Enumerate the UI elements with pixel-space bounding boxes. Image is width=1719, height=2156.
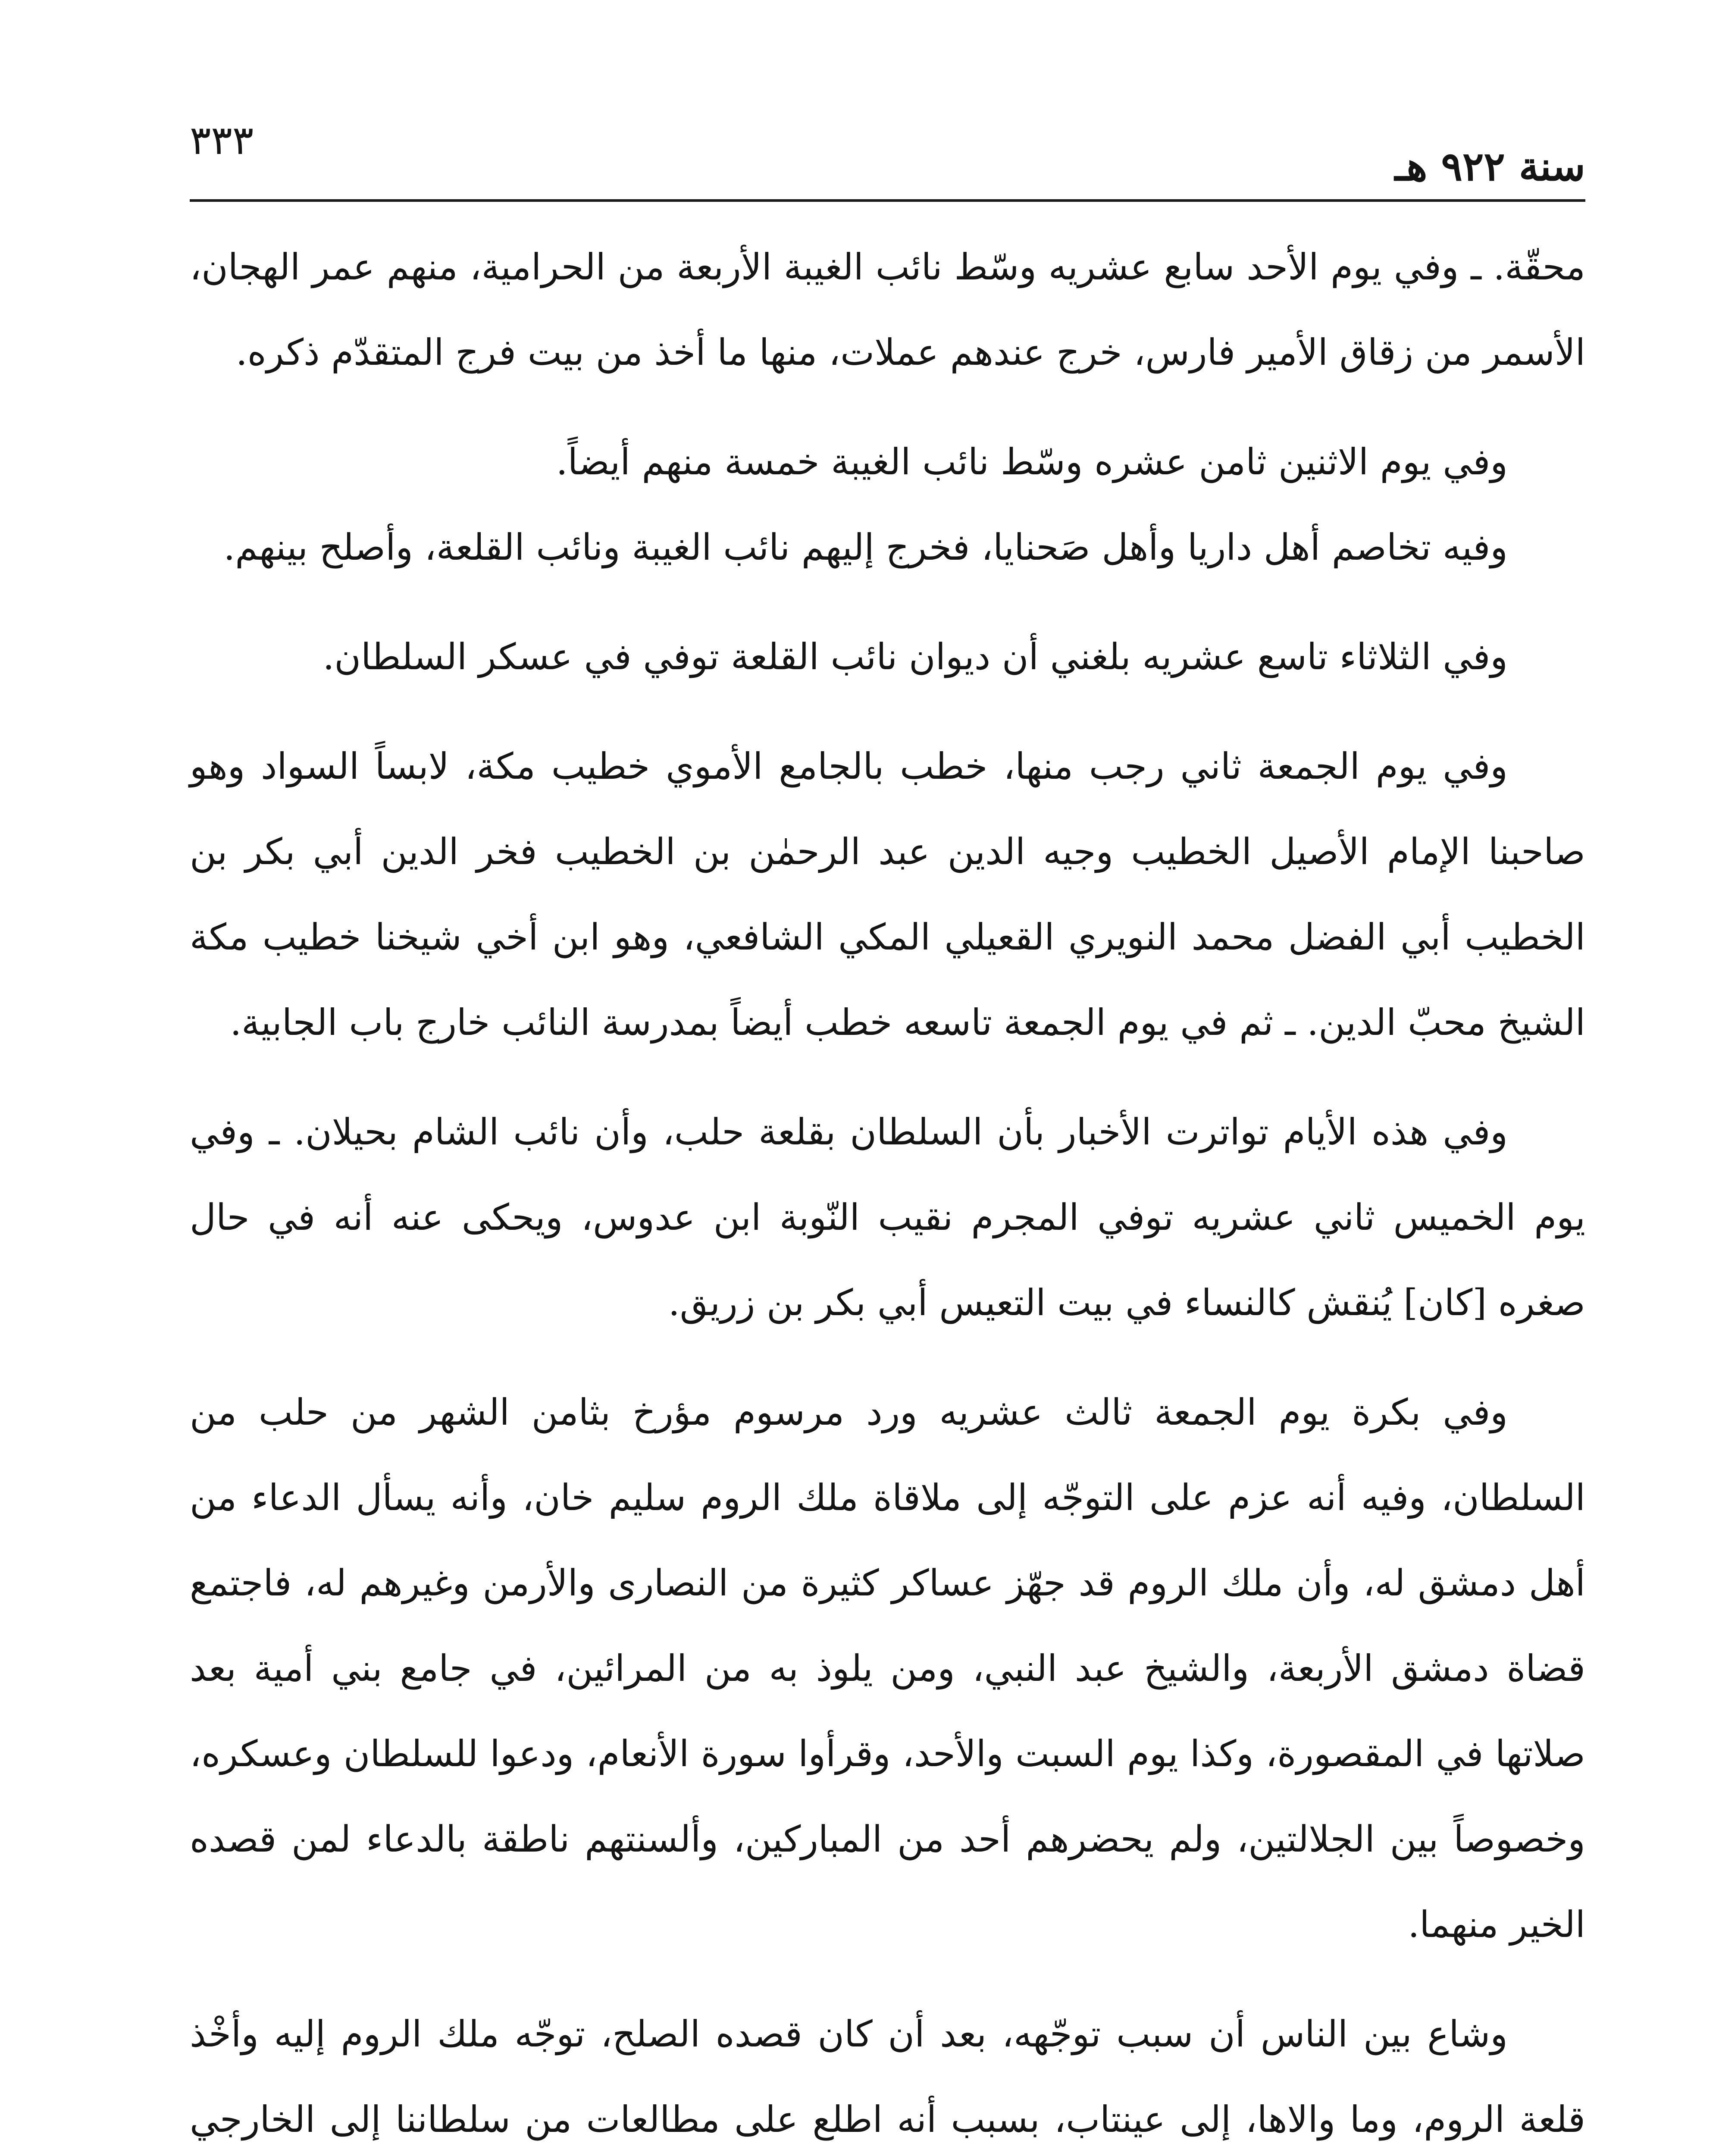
page-header (190, 108, 1585, 207)
paragraph-7: وفي بكرة يوم الجمعة ثالث عشريه ورد مرسوم مؤرخ بثامن الشهر من حلب من السلطان، وفيه أنه عزم على التوجّه إلى ملاقاة ملك الروم سليم خان، وأنه يسأل الدعاء من أهل دمشق له، وأن ملك الروم قد جهّز عساكر كثيرة من النصارى والأرمن وغيرهم له، فاجتمع قضاة دمشق الأربعة، والشيخ عبد النبي، ومن يلوذ به من المرائين، في جامع بني أمية بعد صلاتها في المقصورة، وكذا يوم السبت والأحد، وقرأوا سورة الأنعام، ودعوا للسلطان وعسكره، وخصوصاً بين الجلالتين، ولم يحضرهم أحد من المباركين، وألسنتهم ناطقة بالدعاء لمن قصده الخير منهما. (190, 1391, 1585, 1946)
paragraph-3: وفيه تخاصم أهل داريا وأهل صَحنايا، فخرج إليهم نائب الغيبة ونائب القلعة، وأصلح بينهم. (223, 526, 1508, 568)
paragraph-2: وفي يوم الاثنين ثامن عشره وسّط نائب الغيبة خمسة منهم أيضاً. (556, 441, 1508, 483)
page-number: ٣٣٣ (190, 117, 254, 163)
paragraph-5: وفي يوم الجمعة ثاني رجب منها، خطب بالجامع الأموي خطيب مكة، لابساً السواد وهو صاحبنا الإمام الأصيل الخطيب وجيه الدين عبد الرحمٰن بن الخطيب فخر الدين أبي بكر بن الخطيب أبي الفضل محمد النويري القعيلي المكي الشافعي، وهو ابن أخي شيخنا خطيب مكة الشيخ محبّ الدين. ـ ثم في يوم الجمعة تاسعه خطب أيضاً بمدرسة النائب خارج باب الجابية. (190, 745, 1585, 1044)
paragraph-1: محقّة. ـ وفي يوم الأحد سابع عشريه وسّط نائب الغيبة الأربعة من الحرامية، منهم عمر الهجان، الأسمر من زقاق الأمير فارس، خرج عندهم عملات، منها ما أخذ من بيت فرج المتقدّم ذكره. (190, 246, 1586, 373)
running-head: سنة ٩٢٢ هـ (1395, 143, 1585, 190)
paragraph-6: وفي هذه الأيام تواترت الأخبار بأن السلطان بقلعة حلب، وأن نائب الشام بحيلان. ـ وفي يوم الخميس ثاني عشريه توفي المجرم نقيب النّوبة ابن عدوس، ويحكى عنه أنه في حال صغره [كان] يُنقش كالنساء في بيت التعيس أبي بكر بن زريق. (190, 1111, 1585, 1324)
paragraph-4: وفي الثلاثاء تاسع عشريه بلغني أن ديوان نائب القلعة توفي في عسكر السلطان. (323, 636, 1508, 678)
main-text (190, 224, 1585, 2156)
paragraph-8: وشاع بين الناس أن سبب توجّهه، بعد أن كان قصده الصلح، توجّه ملك الروم إليه وأخْذ قلعة الروم، وما والاها، إلى عينتاب، بسبب أنه اطلع على مطالعات من سلطاننا إلى الخارجي (190, 2013, 1585, 2140)
header-rule (190, 199, 1585, 202)
